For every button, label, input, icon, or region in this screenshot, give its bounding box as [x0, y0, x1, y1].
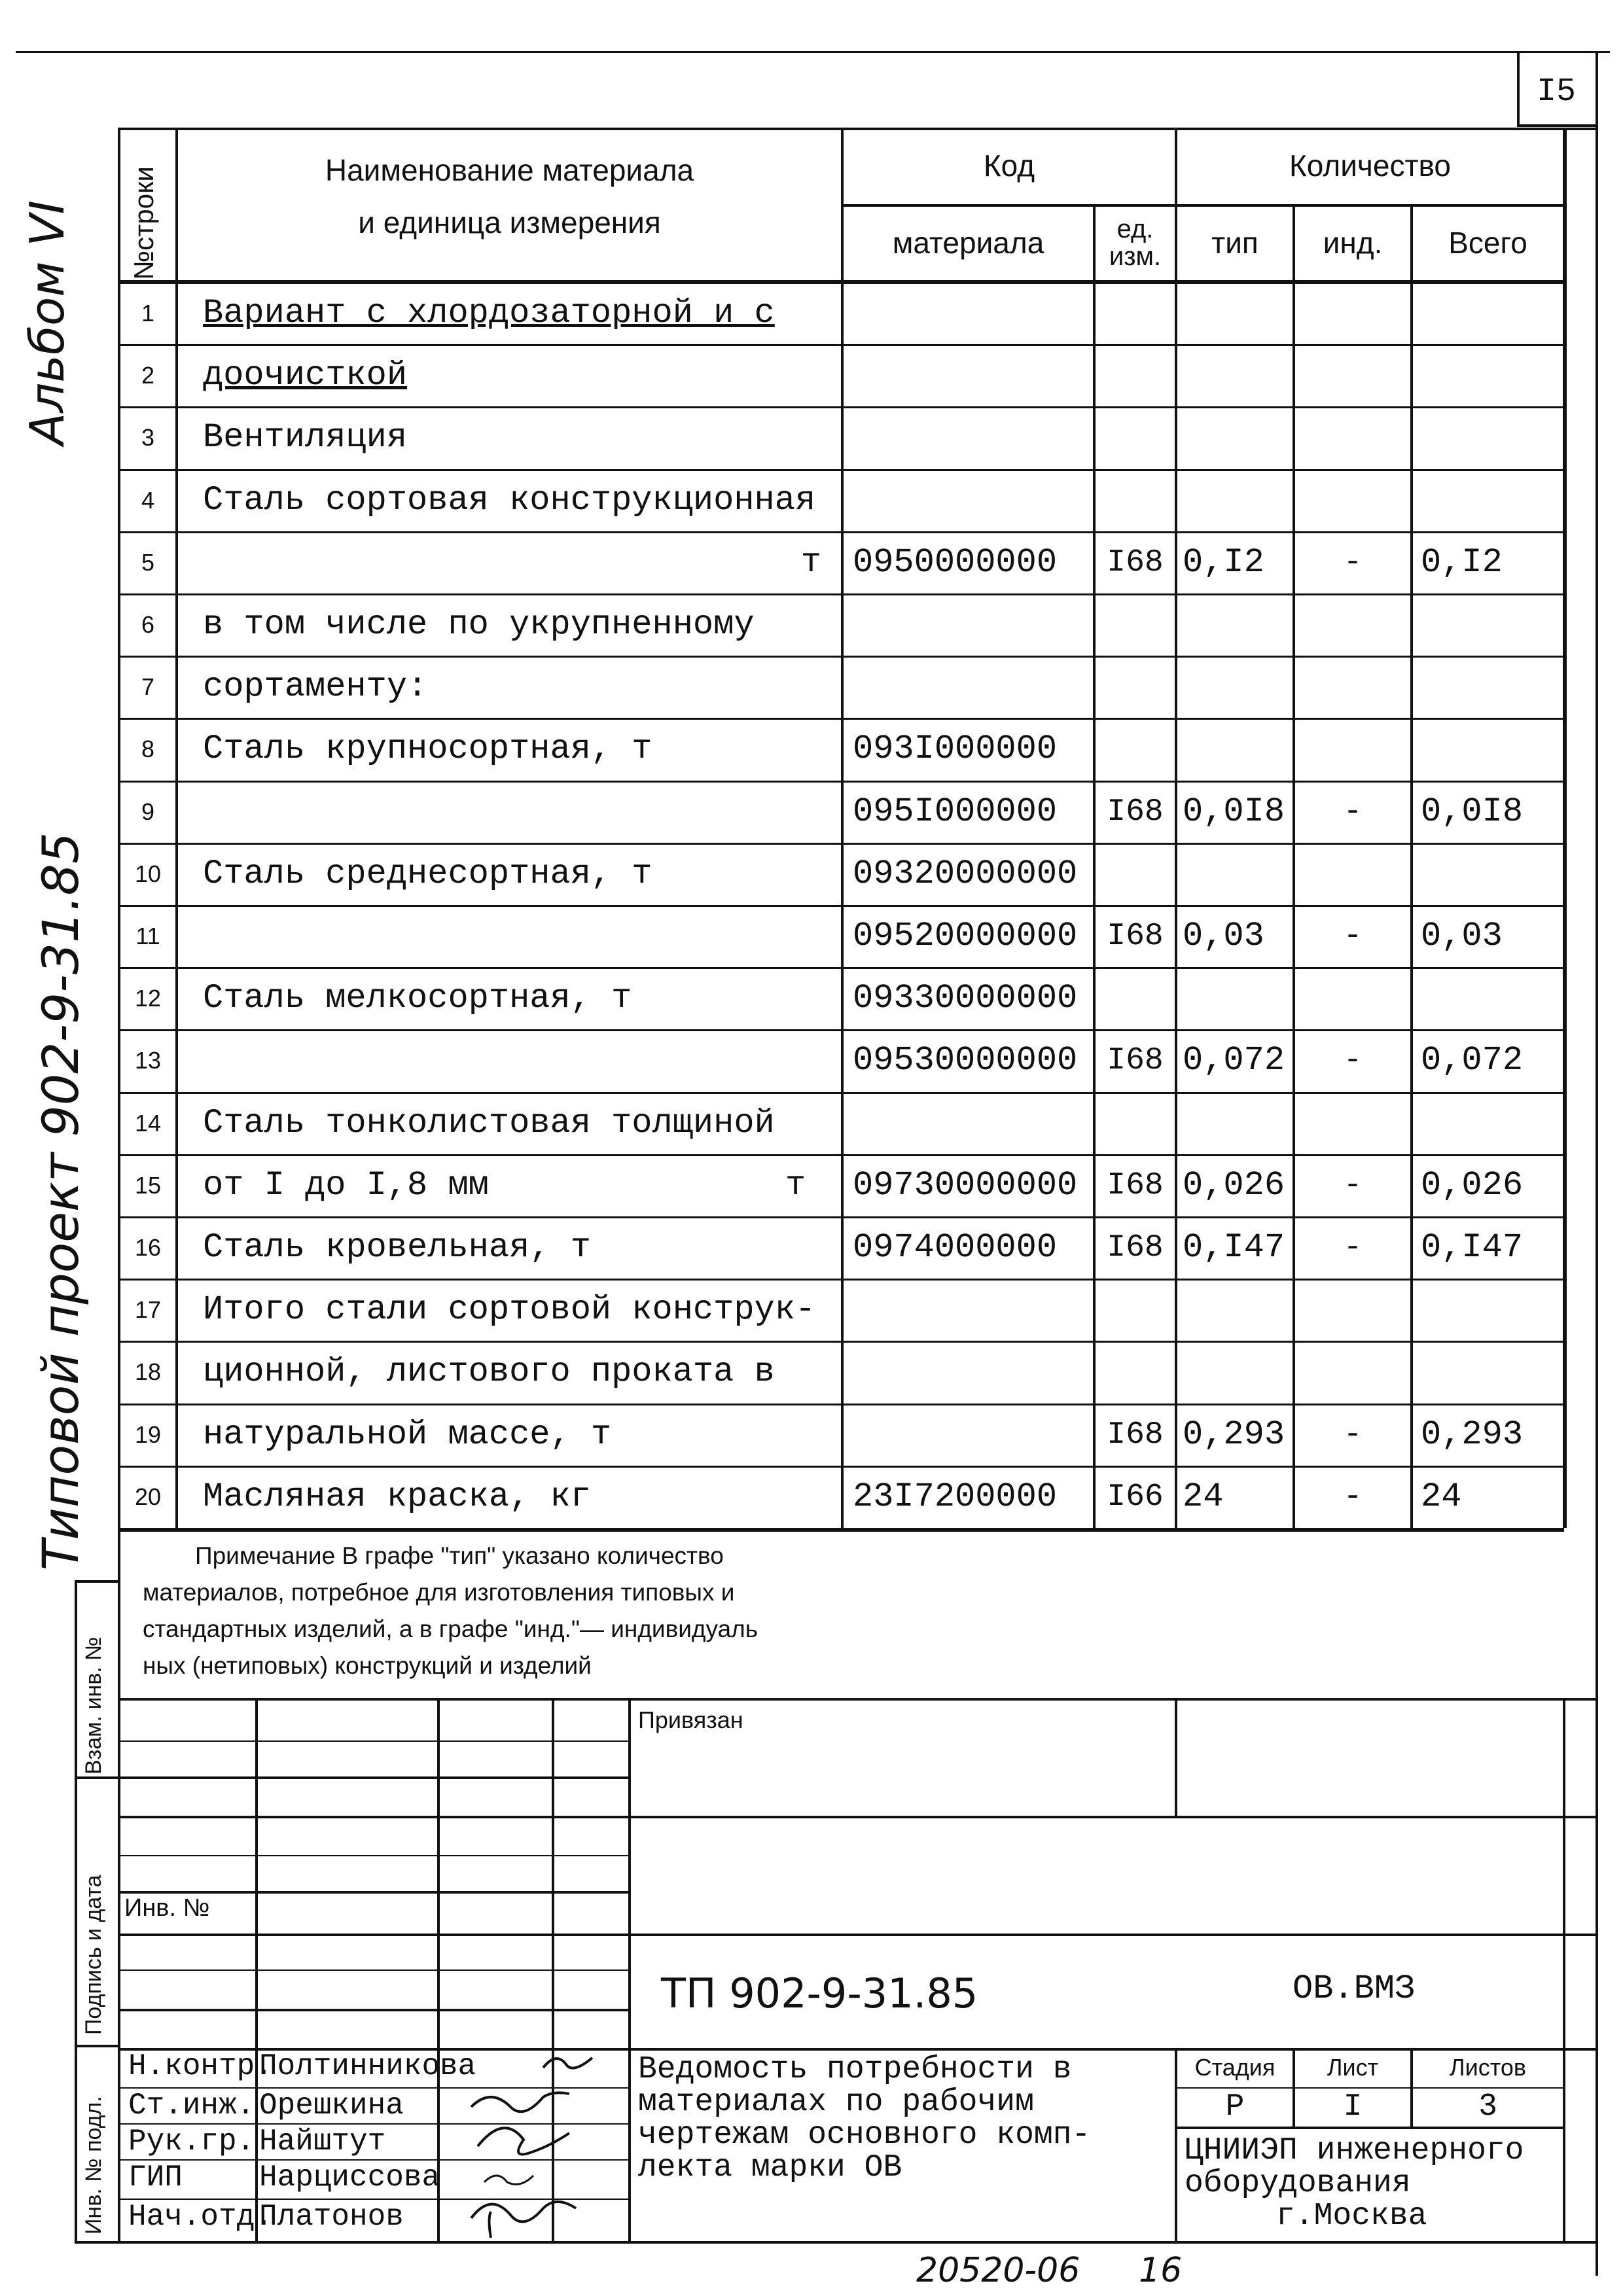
row-code: 0950000000: [853, 543, 1058, 582]
row-ind: -: [1343, 1042, 1363, 1078]
row-n: 7: [141, 673, 155, 700]
row-type: 0,026: [1183, 1166, 1285, 1205]
row-ind: -: [1343, 918, 1363, 954]
row-n: 10: [134, 860, 162, 887]
row-code: [844, 282, 1102, 344]
row-total: [1413, 967, 1571, 1029]
row-code: 09330000000: [853, 979, 1078, 1017]
row-n: 15: [134, 1171, 162, 1199]
row-number-header: №строки: [128, 166, 159, 280]
row-total: [1413, 469, 1571, 531]
row-total: 0,293: [1421, 1415, 1524, 1454]
row-ind: -: [1343, 544, 1363, 580]
row-n: 9: [141, 798, 155, 825]
row-code: 23I7200000: [853, 1477, 1058, 1516]
footer-page: 16: [1139, 2251, 1183, 2290]
row-ind: -: [1343, 1167, 1363, 1203]
row-name: Сталь тонколистовая толщиной: [203, 1104, 775, 1142]
row-unit: [1096, 1341, 1175, 1403]
row-unit: [1096, 593, 1175, 656]
note-line-1: Примечание В графе "тип" указано количество: [195, 1542, 724, 1569]
row-name: т: [800, 543, 821, 582]
row-total: [1413, 282, 1571, 344]
name-header-1: Наименование материала: [325, 153, 694, 187]
row-n: 16: [134, 1233, 162, 1261]
row-ind: [1295, 469, 1410, 531]
row-name: Сталь крупносортная, т: [203, 730, 652, 768]
signer-role: ГИП: [128, 2161, 183, 2195]
row-total: 0,I2: [1421, 543, 1503, 582]
signer-role: Ст.инж.: [128, 2089, 255, 2123]
row-total: [1413, 843, 1571, 905]
row-ind: [1295, 593, 1410, 656]
row-ind: [1295, 1092, 1410, 1154]
row-total: [1413, 406, 1571, 468]
row-ind: [1295, 1341, 1410, 1403]
row-total: [1413, 1279, 1571, 1341]
row-total: 0,03: [1421, 917, 1503, 955]
row-code: [844, 1279, 1102, 1341]
row-ind: [1295, 718, 1410, 780]
row-unit: [1096, 843, 1175, 905]
org-line-2: оборудования: [1185, 2166, 1411, 2201]
row-n: 14: [134, 1109, 162, 1137]
row-unit: I68: [1107, 544, 1164, 580]
row-name-unit: т: [785, 1166, 806, 1205]
row-type: 0,I47: [1183, 1228, 1285, 1267]
row-type: 0,293: [1183, 1415, 1285, 1454]
row-type: 0,0I8: [1183, 792, 1285, 831]
note-line-4: ных (нетиповых) конструкций и изделий: [143, 1652, 592, 1679]
quantity-ind-header: инд.: [1323, 226, 1383, 260]
row-code: 093I000000: [853, 730, 1058, 768]
row-unit: [1096, 469, 1175, 531]
row-unit: I68: [1107, 1229, 1164, 1265]
row-ind: [1295, 282, 1410, 344]
signer-name: Платонов: [259, 2200, 404, 2234]
title-line-2: материалах по рабочим: [638, 2085, 1034, 2120]
name-header-2: и единица измерения: [358, 205, 661, 239]
row-type: 0,072: [1183, 1041, 1285, 1080]
row-n: 6: [141, 610, 155, 638]
vzam-inv-label: Взам. инв. №: [81, 1636, 106, 1775]
row-type: [1177, 469, 1298, 531]
row-ind: [1295, 843, 1410, 905]
signer-name: Полтинникова: [259, 2049, 476, 2083]
podpis-data-label: Подпись и дата: [81, 1875, 106, 2035]
organization: [1185, 2134, 1524, 2233]
inv-podl-label: Инв. № подл.: [81, 2096, 106, 2234]
row-total: [1413, 1341, 1571, 1403]
row-name: доочисткой: [203, 356, 408, 395]
row-unit: [1096, 1092, 1175, 1154]
row-n: 3: [141, 423, 155, 451]
row-ind: [1295, 967, 1410, 1029]
row-type: [1177, 718, 1298, 780]
row-name: Итого стали сортовой конструк-: [203, 1290, 816, 1329]
row-total: 24: [1421, 1477, 1462, 1516]
row-code: [844, 1092, 1102, 1154]
row-unit: [1096, 1279, 1175, 1341]
row-name: в том числе по укрупненному: [203, 605, 755, 644]
row-name: от I до I,8 мм: [203, 1166, 489, 1205]
row-ind: -: [1343, 794, 1363, 830]
row-name: Вариант с хлордозаторной и с: [203, 294, 775, 332]
row-type: 0,I2: [1183, 543, 1264, 582]
row-name: [178, 781, 866, 843]
project-label: Типовой проект 902-9-31.85: [31, 832, 90, 1570]
row-total: [1413, 1092, 1571, 1154]
row-unit: I68: [1107, 1042, 1164, 1078]
stage-label: Стадия: [1194, 2054, 1275, 2081]
code-unit-header: ед. изм.: [1109, 215, 1162, 271]
row-code: [844, 406, 1102, 468]
row-code: [844, 1341, 1102, 1403]
quantity-total-header: Всего: [1448, 226, 1527, 260]
row-code: 09320000000: [853, 855, 1078, 893]
title-line-1: Ведомость потребности в: [638, 2052, 1072, 2087]
quantity-header: Количество: [1289, 148, 1452, 183]
row-code: [844, 1404, 1102, 1466]
row-ind: [1295, 406, 1410, 468]
org-city: г.Москва: [1276, 2199, 1427, 2234]
signer-role: Рук.гр.: [128, 2125, 255, 2159]
row-name: Масляная краска, кг: [203, 1477, 591, 1516]
row-n: 1: [141, 299, 155, 327]
row-type: 24: [1183, 1477, 1224, 1516]
row-n: 11: [135, 922, 160, 949]
signer-name: Найштут: [259, 2125, 386, 2159]
row-unit: [1096, 406, 1175, 468]
signer-role: Н.контр.: [128, 2049, 273, 2083]
row-unit: I68: [1107, 1167, 1164, 1203]
row-ind: -: [1343, 1229, 1363, 1265]
row-n: 17: [134, 1296, 162, 1323]
row-ind: [1295, 1279, 1410, 1341]
row-n: 4: [141, 486, 155, 514]
row-code: 0974000000: [853, 1228, 1058, 1267]
row-n: 8: [141, 735, 155, 762]
row-name: ционной, листового проката в: [203, 1352, 775, 1391]
row-total: 0,072: [1421, 1041, 1524, 1080]
row-total: [1413, 656, 1571, 718]
org-line-1: ЦНИИЭП инженерного: [1185, 2133, 1524, 2168]
row-n: 2: [141, 361, 155, 389]
row-ind: -: [1343, 1417, 1363, 1453]
row-total: 0,026: [1421, 1166, 1524, 1205]
inv-no-label: Инв. №: [124, 1894, 210, 1922]
row-name: Сталь сортовая конструкционная: [203, 481, 816, 520]
note-line-2: материалов, потребное для изготовления типовых и: [143, 1579, 735, 1606]
privyazan-label: Привязан: [638, 1706, 743, 1733]
row-n: 20: [134, 1483, 162, 1510]
row-unit: I68: [1107, 918, 1164, 954]
row-name: Вентиляция: [203, 418, 408, 457]
row-type: [1177, 406, 1298, 468]
title-line-4: лекта марки ОВ: [638, 2150, 902, 2185]
code-material-header: материала: [892, 226, 1044, 260]
row-type: [1177, 344, 1298, 406]
note: [143, 1538, 758, 1684]
row-total: [1413, 344, 1571, 406]
row-type: 0,03: [1183, 917, 1264, 955]
row-n: 19: [134, 1421, 162, 1448]
signer-name: Нарциссова: [259, 2161, 440, 2195]
row-name: сортаменту:: [203, 667, 428, 706]
code-header: Код: [983, 148, 1035, 183]
signer-role: Нач.отд.: [128, 2200, 273, 2234]
row-name: [178, 1029, 866, 1091]
row-code: [844, 656, 1102, 718]
row-total: [1413, 718, 1571, 780]
stage-value: Р: [1225, 2089, 1245, 2125]
document-code: ТП 902-9-31.85: [661, 1969, 978, 2017]
page-number: I5: [1536, 73, 1576, 111]
row-total: 0,I47: [1421, 1228, 1524, 1267]
row-unit: I66: [1107, 1479, 1164, 1515]
row-ind: [1295, 656, 1410, 718]
row-name: натуральной массе, т: [203, 1415, 612, 1454]
sheet-value: I: [1343, 2089, 1363, 2125]
row-code: [844, 344, 1102, 406]
row-name: Сталь мелкосортная, т: [203, 979, 632, 1017]
row-type: [1177, 656, 1298, 718]
document-title: [638, 2053, 1090, 2184]
quantity-type-header: тип: [1211, 226, 1258, 260]
row-type: [1177, 593, 1298, 656]
row-n: 12: [134, 984, 162, 1012]
row-unit: [1096, 656, 1175, 718]
sheets-value: 3: [1478, 2089, 1497, 2125]
row-ind: -: [1343, 1479, 1363, 1515]
row-unit: [1096, 344, 1175, 406]
signatures: [432, 2048, 628, 2244]
album-label: Альбом VI: [20, 200, 75, 445]
row-type: [1177, 843, 1298, 905]
row-unit: I68: [1107, 794, 1164, 830]
row-code: 09520000000: [853, 917, 1078, 955]
row-n: 13: [134, 1046, 162, 1074]
row-divider: [118, 1528, 1564, 1532]
signer-name: Орешкина: [259, 2089, 404, 2123]
row-type: [1177, 282, 1298, 344]
row-type: [1177, 1092, 1298, 1154]
document-mark: ОВ.ВМЗ: [1293, 1969, 1416, 2008]
row-unit: [1096, 282, 1175, 344]
sheets-label: Листов: [1450, 2054, 1526, 2081]
row-unit: I68: [1107, 1417, 1164, 1453]
row-unit: [1096, 967, 1175, 1029]
row-type: [1177, 967, 1298, 1029]
title-line-3: чертежам основного комп-: [638, 2117, 1091, 2153]
row-code: 095I000000: [853, 792, 1058, 831]
row-name: Сталь кровельная, т: [203, 1228, 591, 1267]
row-code: [844, 593, 1102, 656]
row-type: [1177, 1279, 1298, 1341]
sheet-label: Лист: [1327, 2054, 1379, 2081]
row-code: 09730000000: [853, 1166, 1078, 1205]
footer-code: 20520-06: [916, 2251, 1080, 2290]
row-unit: [1096, 718, 1175, 780]
row-total: 0,0I8: [1421, 792, 1524, 831]
row-name: [178, 905, 866, 967]
row-type: [1177, 1341, 1298, 1403]
row-code: [844, 469, 1102, 531]
row-name: Сталь среднесортная, т: [203, 855, 652, 893]
row-total: [1413, 593, 1571, 656]
note-line-3: стандартных изделий, а в графе "инд."— индивидуаль: [143, 1616, 758, 1642]
row-n: 5: [141, 548, 155, 576]
row-ind: [1295, 344, 1410, 406]
row-n: 18: [134, 1358, 162, 1385]
row-code: 09530000000: [853, 1041, 1078, 1080]
